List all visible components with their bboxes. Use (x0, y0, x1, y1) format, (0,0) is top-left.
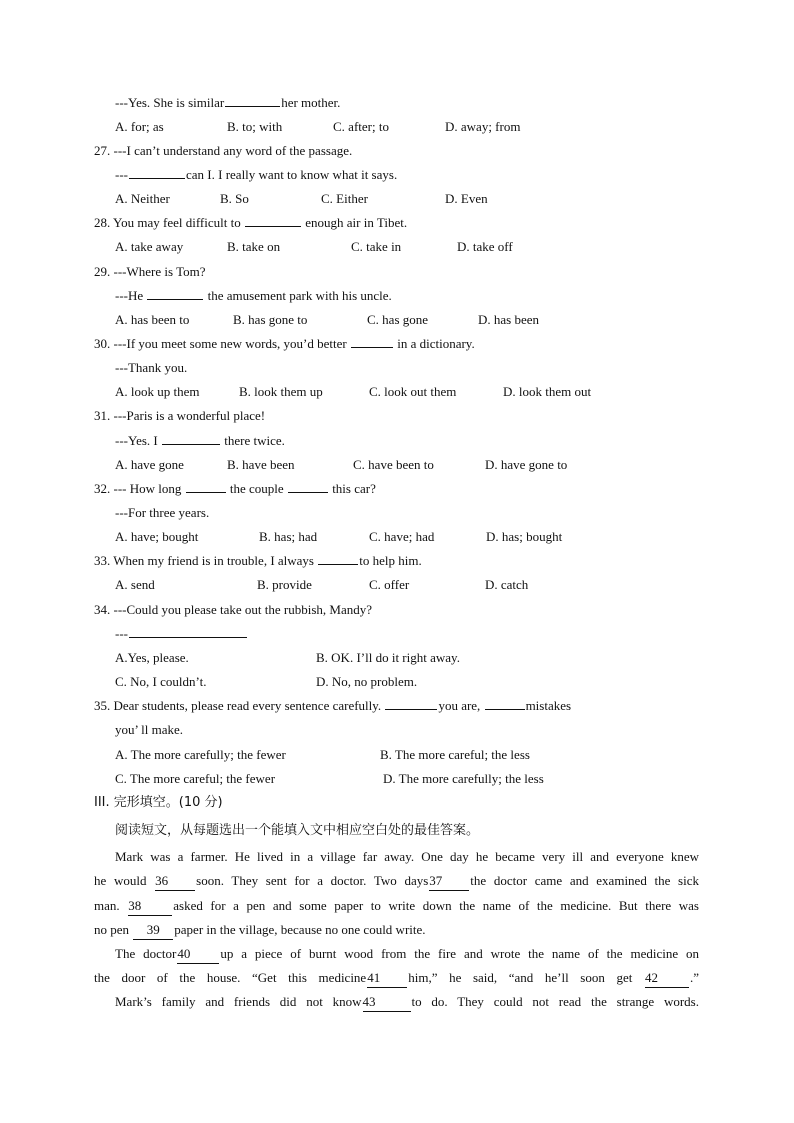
gap-40: 40 (177, 945, 219, 964)
q35-stem-continued: you’ ll make. (115, 722, 183, 737)
q30-option-b: B. look them up (239, 384, 323, 399)
q27-reply: --- can I. I really want to know what it says. (115, 167, 398, 182)
q32-blank-2 (288, 480, 328, 493)
q26-option-a: A. for; as (115, 119, 164, 134)
q33-option-b: B. provide (257, 577, 312, 592)
passage-line: no pen 39 paper in the village, because no one could write. (94, 921, 426, 940)
q29-stem: 29. ---Where is Tom? (94, 264, 206, 279)
q35-option-d: D. The more carefully; the less (383, 771, 544, 786)
q34-option-b: B. OK. I’ll do it right away. (316, 650, 460, 665)
gap-41: 41 (367, 969, 407, 988)
q29-blank (147, 287, 203, 300)
q26-option-c: C. after; to (333, 119, 389, 134)
q26-option-d: D. away; from (445, 119, 521, 134)
q28-blank (245, 214, 301, 227)
q29-option-c: C. has gone (367, 312, 429, 327)
q32-option-a: A. have; bought (115, 529, 199, 544)
q27-stem: 27. ---I can’t understand any word of the passage. (94, 143, 353, 158)
q35-option-c: C. The more careful; the fewer (115, 771, 276, 786)
q33-stem: 33. When my friend is in trouble, I always to help him. (94, 553, 422, 568)
passage-line: he would 36 soon. They sent for a doctor. Two days37 the doctor came and examined the sick (94, 872, 699, 891)
gap-37: 37 (429, 872, 469, 891)
q31-reply: ---Yes. I there twice. (115, 433, 285, 448)
gap-39: 39 (133, 921, 173, 940)
q29-option-b: B. has gone to (233, 312, 308, 327)
q35-blank-1 (385, 697, 437, 710)
passage-line: Mark was a farmer. He lived in a village far away. One day he became very ill and everyone knew (115, 849, 699, 864)
q28-option-a: A. take away (115, 239, 184, 254)
q31-blank (162, 432, 220, 445)
q35-option-a: A. The more carefully; the fewer (115, 747, 286, 762)
q35-option-b: B. The more careful; the less (380, 747, 530, 762)
q35-blank-2 (485, 697, 525, 710)
q32-reply: ---For three years. (115, 505, 210, 520)
q30-option-d: D. look them out (503, 384, 592, 399)
q32-option-d: D. has; bought (486, 529, 563, 544)
q33-option-c: C. offer (369, 577, 410, 592)
q30-reply: ---Thank you. (115, 360, 188, 375)
q34-option-d: D. No, no problem. (316, 674, 418, 689)
q30-option-a: A. look up them (115, 384, 200, 399)
q29-reply: ---He the amusement park with his uncle. (115, 288, 392, 303)
q27-option-d: D. Even (445, 191, 488, 206)
q27-option-c: C. Either (321, 191, 368, 206)
q26-answer-line: ---Yes. She is similar her mother. (115, 95, 341, 110)
q31-option-a: A. have gone (115, 457, 184, 472)
q34-stem: 34. ---Could you please take out the rubbish, Mandy? (94, 602, 372, 617)
gap-43: 43 (363, 993, 411, 1012)
q32-option-c: C. have; had (369, 529, 435, 544)
section-instruction: 阅读短文，从每题选出一个能填入文中相应空白处的最佳答案。 (115, 823, 480, 838)
gap-38: 38 (128, 897, 172, 916)
q35-stem: 35. Dear students, please read every sentence carefully. you are, mistakes (94, 698, 572, 713)
q34-blank (129, 625, 247, 638)
section-heading: III. 完形填空。(10 分) (94, 795, 223, 810)
gap-36: 36 (155, 872, 195, 891)
q32-option-b: B. has; had (259, 529, 318, 544)
q32-stem: 32. --- How long the couple this car? (94, 481, 376, 496)
q29-option-d: D. has been (478, 312, 540, 327)
gap-42: 42 (645, 969, 689, 988)
passage-line: man. 38 asked for a pen and some paper to write down the name of the medicine. But there was (94, 897, 699, 916)
q28-stem: 28. You may feel difficult to enough air in Tibet. (94, 215, 408, 230)
q27-option-b: B. So (220, 191, 249, 206)
q27-option-a: A. Neither (115, 191, 170, 206)
passage-line: The doctor40 up a piece of burnt wood from the fire and wrote the name of the medicine on (115, 945, 699, 964)
q29-option-a: A. has been to (115, 312, 190, 327)
q33-blank (318, 552, 358, 565)
q34-reply: --- (115, 625, 248, 643)
q26-blank (225, 94, 280, 107)
q33-option-a: A. send (115, 577, 155, 592)
q30-blank (351, 335, 393, 348)
q33-option-d: D. catch (485, 577, 529, 592)
q28-option-b: B. take on (227, 239, 281, 254)
q30-option-c: C. look out them (369, 384, 457, 399)
q26-option-b: B. to; with (227, 119, 283, 134)
passage-line: Mark’s family and friends did not know43 to do. They could not read the strange words. (115, 993, 699, 1012)
q31-option-c: C. have been to (353, 457, 434, 472)
q30-stem: 30. ---If you meet some new words, you’d better in a dictionary. (94, 336, 475, 351)
q28-option-c: C. take in (351, 239, 402, 254)
q27-blank (129, 166, 185, 179)
q31-option-b: B. have been (227, 457, 295, 472)
q31-stem: 31. ---Paris is a wonderful place! (94, 408, 266, 423)
q34-option-c: C. No, I couldn’t. (115, 674, 207, 689)
passage-line: the door of the house. “Get this medicine41 him,” he said, “and he’ll soon get 42 .” (94, 969, 699, 988)
q32-blank-1 (186, 480, 226, 493)
q31-option-d: D. have gone to (485, 457, 568, 472)
q28-option-d: D. take off (457, 239, 513, 254)
q34-option-a: A.Yes, please. (115, 650, 189, 665)
